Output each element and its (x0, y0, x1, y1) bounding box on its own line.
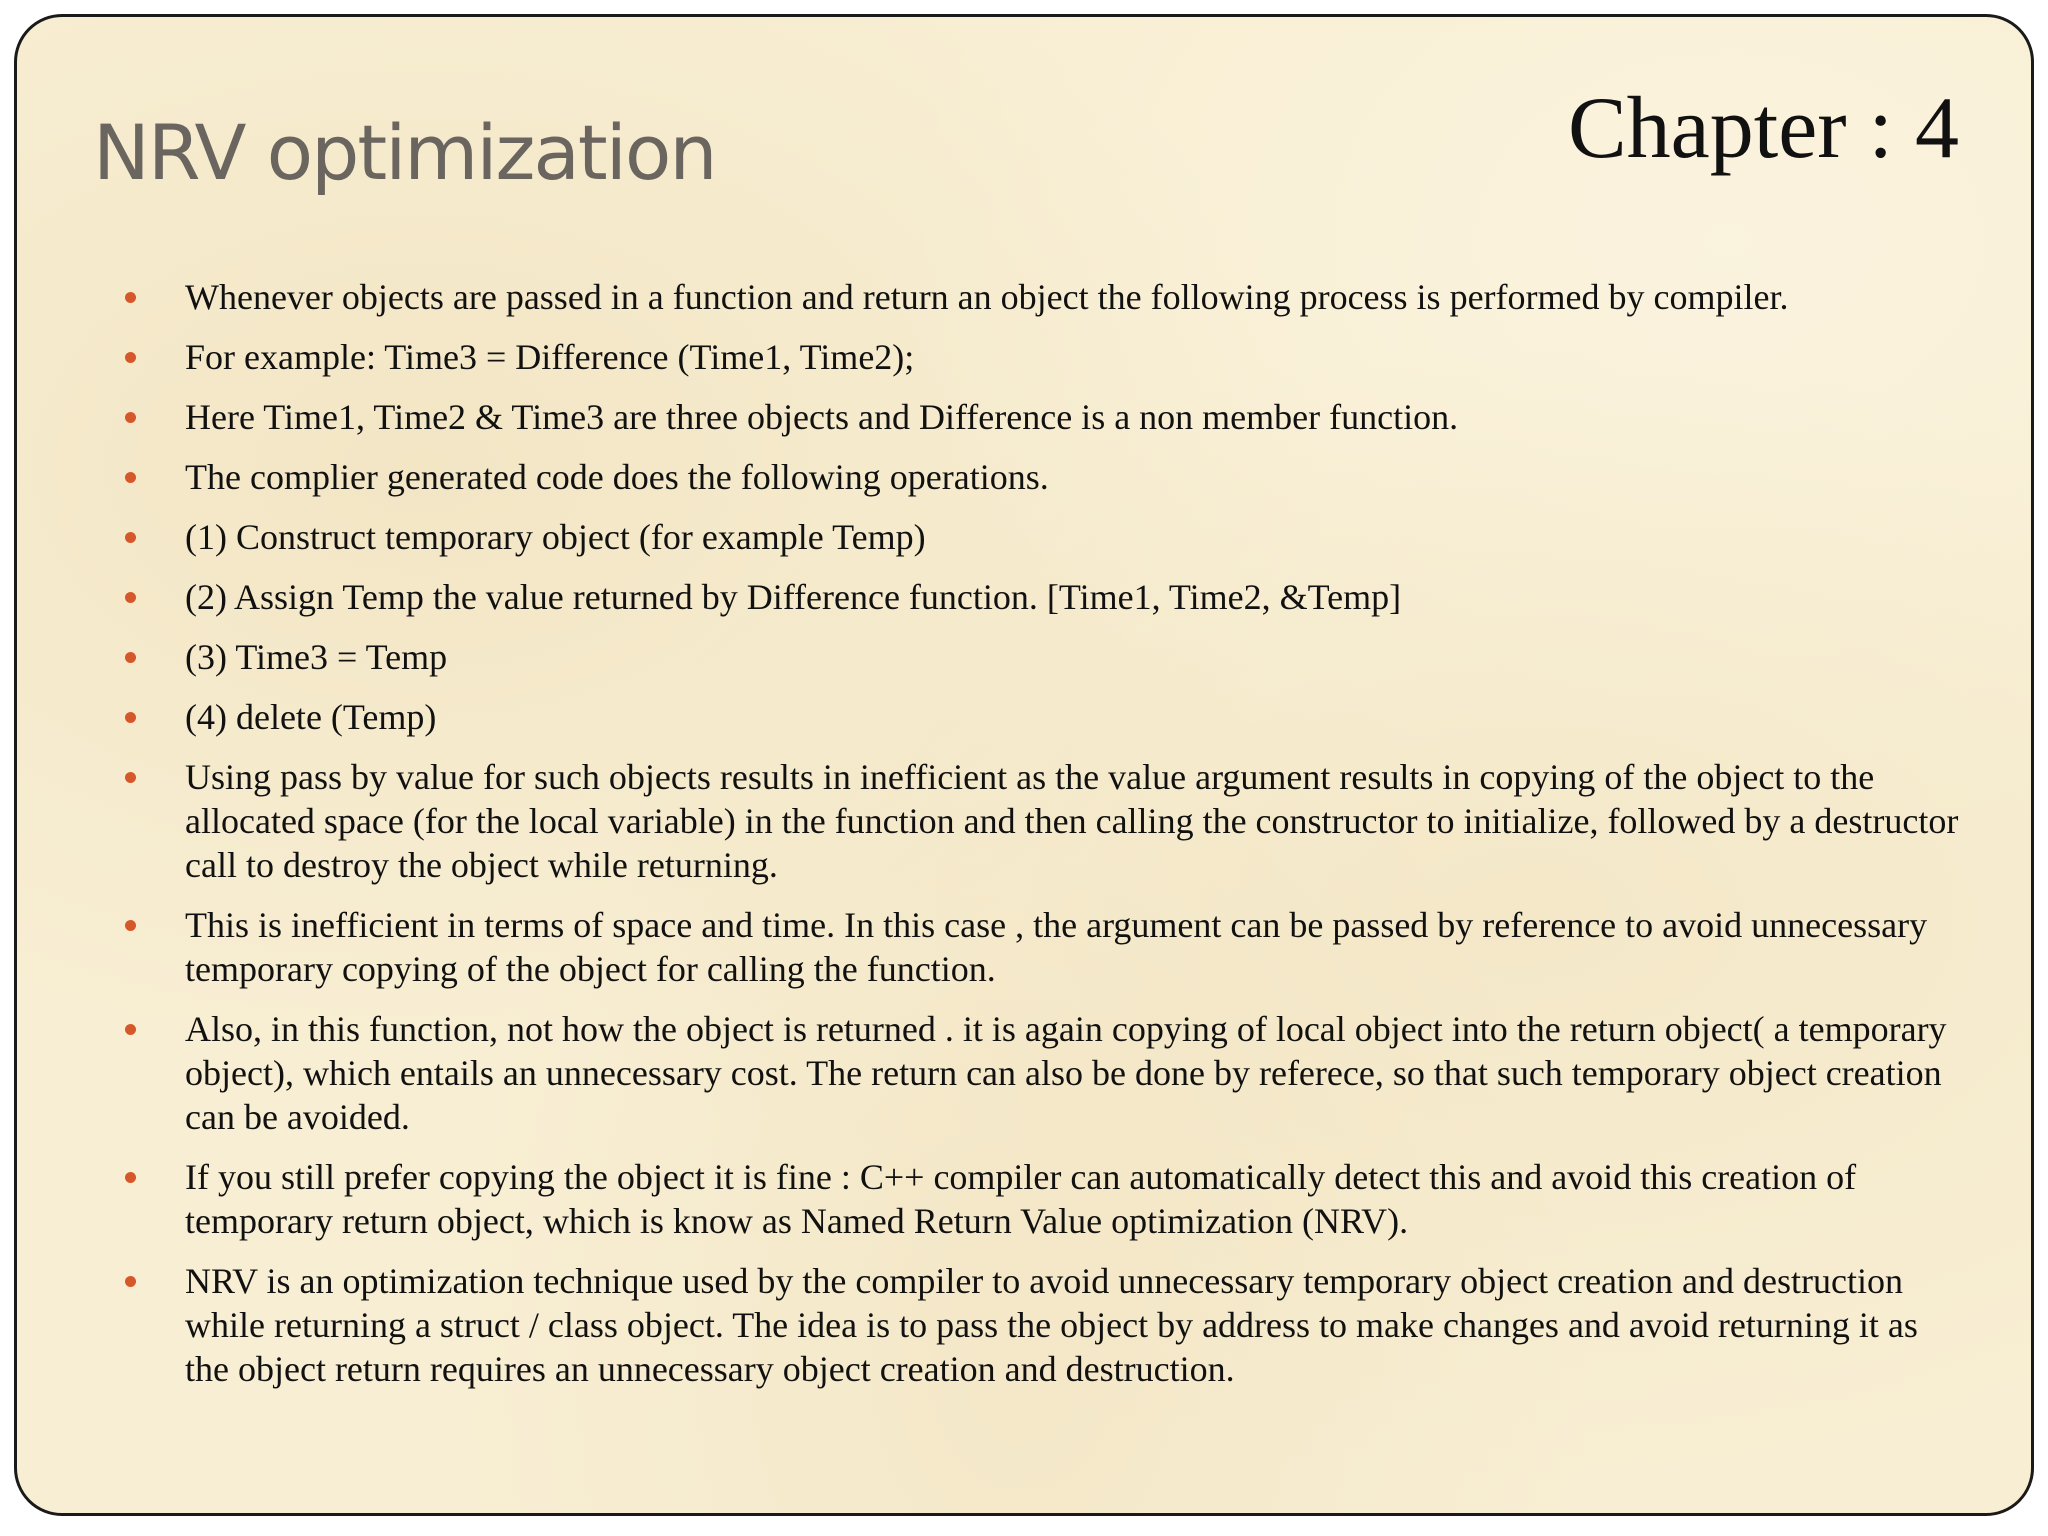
bullet-item (121, 395, 1961, 439)
bullet-item (121, 275, 1961, 319)
bullet-text: Here Time1, Time2 & Time3 are three objects and Difference is a non member function. (185, 397, 1459, 437)
bullet-text: (2) Assign Temp the value returned by Difference function. [Time1, Time2, &Temp] (185, 577, 1402, 617)
bullet-item (121, 515, 1961, 559)
bullet-dot-icon (125, 712, 136, 723)
bullet-item (121, 695, 1961, 739)
bullet-text: (3) Time3 = Temp (185, 637, 448, 677)
bullet-dot-icon (125, 1276, 136, 1287)
bullet-dot-icon (125, 352, 136, 363)
bullet-item (121, 335, 1961, 379)
bullet-list (121, 275, 1961, 1407)
bullet-text: NRV is an optimization technique used by the compiler to avoid unnecessary temporary object creation and destruction while returning a struct / class object. The idea is to pass the object by address to make changes and avoid returning it as the object return requires an unnecessary object creation and destruction. (185, 1261, 1918, 1389)
bullet-text: Also, in this function, not how the object is returned . it is again copying of local object into the return object( a temporary object), which entails an unnecessary cost. The return can also be done by referece, so that such temporary object creation can be avoided. (185, 1009, 1947, 1137)
bullet-dot-icon (125, 1172, 136, 1183)
bullet-text: (1) Construct temporary object (for example Temp) (185, 517, 926, 557)
bullet-dot-icon (125, 412, 136, 423)
bullet-item (121, 575, 1961, 619)
bullet-text: If you still prefer copying the object it is fine : C++ compiler can automatically detect this and avoid this creation of temporary return object, which is know as Named Return Value optimization (NRV). (185, 1157, 1857, 1241)
bullet-text: For example: Time3 = Difference (Time1, Time2); (185, 337, 915, 377)
bullet-dot-icon (125, 772, 136, 783)
bullet-dot-icon (125, 472, 136, 483)
bullet-item (121, 455, 1961, 499)
bullet-dot-icon (125, 532, 136, 543)
bullet-item (121, 1007, 1961, 1139)
bullet-dot-icon (125, 1024, 136, 1035)
bullet-text: Whenever objects are passed in a function and return an object the following process is performed by compiler. (185, 277, 1789, 317)
bullet-item (121, 635, 1961, 679)
bullet-text: Using pass by value for such objects results in inefficient as the value argument results in copying of the object to the allocated space (for the local variable) in the function and then calling the constructor to initialize, followed by a destructor call to destroy the object while returning. (185, 757, 1959, 885)
chapter-label: Chapter : 4 (1567, 80, 1959, 177)
bullet-text: (4) delete (Temp) (185, 697, 437, 737)
bullet-item (121, 903, 1961, 991)
bullet-item (121, 1259, 1961, 1391)
bullet-item (121, 755, 1961, 887)
bullet-text: The complier generated code does the following operations. (185, 457, 1049, 497)
bullet-text: This is inefficient in terms of space and time. In this case , the argument can be passed by reference to avoid unnecessary temporary copying of the object for calling the function. (185, 905, 1928, 989)
bullet-item (121, 1155, 1961, 1243)
slide (14, 14, 2034, 1516)
slide-title: NRV optimization (93, 108, 716, 197)
bullet-dot-icon (125, 292, 136, 303)
bullet-dot-icon (125, 592, 136, 603)
bullet-dot-icon (125, 920, 136, 931)
bullet-dot-icon (125, 652, 136, 663)
